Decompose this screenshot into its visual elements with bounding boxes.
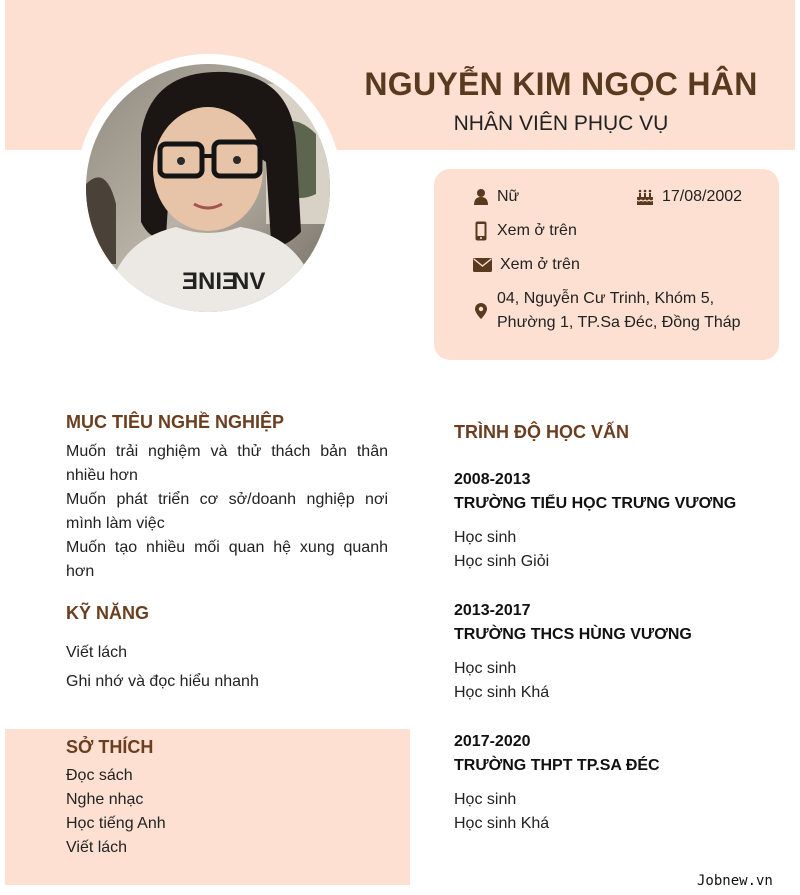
- avatar-photo: [86, 64, 330, 312]
- site-watermark: Jobnew.vn: [697, 873, 773, 889]
- address-row: [473, 287, 741, 335]
- phone-text: Xem ở trên: [497, 222, 577, 239]
- hobby-item: Học tiếng Anh: [66, 815, 166, 832]
- education-result: Học sinh Giỏi: [454, 553, 550, 570]
- mobile-phone-icon: [473, 219, 489, 243]
- skill-item: Viết lách: [66, 644, 128, 661]
- objective-heading: MỤC TIÊU NGHỀ NGHIỆP: [66, 412, 285, 432]
- skill-item: Ghi nhớ và đọc hiểu nhanh: [66, 673, 259, 690]
- birthday-row: [636, 185, 742, 209]
- avatar: [86, 64, 330, 312]
- education-role: Học sinh: [454, 791, 517, 808]
- objective-item: Muốn phát triển cơ sở/doanh nghiệp nơi mình làm việc: [66, 491, 388, 532]
- address-line-1: 04, Nguyễn Cư Trinh, Khóm 5,: [497, 290, 715, 307]
- svg-text:NV: NV: [232, 268, 266, 295]
- education-heading: TRÌNH ĐỘ HỌC VẤN: [454, 422, 629, 442]
- skills-heading: KỸ NĂNG: [66, 603, 150, 623]
- phone-row: [473, 219, 577, 243]
- candidate-name: NGUYỄN KIM NGỌC HÂN: [364, 66, 758, 102]
- birthday-cake-icon: [636, 185, 654, 209]
- education-role: Học sinh: [454, 660, 517, 677]
- education-result: Học sinh Khá: [454, 684, 550, 701]
- email-text: Xem ở trên: [500, 256, 580, 273]
- education-role: Học sinh: [454, 529, 517, 546]
- education-years: 2008-2013: [454, 471, 531, 488]
- education-school: TRƯỜNG THCS HÙNG VƯƠNG: [454, 626, 692, 643]
- objective-item: Muốn tạo nhiều mối quan hệ xung quanh hơn: [66, 539, 388, 580]
- education-result: Học sinh Khá: [454, 815, 550, 832]
- hobby-item: Viết lách: [66, 839, 128, 856]
- address-text: [497, 287, 741, 335]
- hobby-item: Nghe nhạc: [66, 791, 144, 808]
- birthday-text: 17/08/2002: [662, 188, 743, 205]
- svg-text:ƎNIƎ: ƎNIƎ: [182, 268, 239, 295]
- user-icon: [473, 185, 489, 209]
- education-school: TRƯỜNG TIỂU HỌC TRƯNG VƯƠNG: [454, 495, 737, 512]
- gender-text: Nữ: [497, 188, 520, 205]
- hobby-item: Đọc sách: [66, 767, 133, 784]
- education-years: 2013-2017: [454, 602, 531, 619]
- education-school: TRƯỜNG THPT TP.SA ĐÉC: [454, 757, 660, 774]
- gender-row: [473, 185, 519, 209]
- envelope-icon: [473, 253, 492, 277]
- job-title: NHÂN VIÊN PHỤC VỤ: [453, 112, 669, 135]
- map-marker-icon: [473, 287, 489, 335]
- email-row: [473, 253, 580, 277]
- education-years: 2017-2020: [454, 733, 531, 750]
- address-line-2: Phường 1, TP.Sa Đéc, Đồng Tháp: [497, 314, 741, 331]
- hobbies-heading: SỞ THÍCH: [66, 737, 154, 757]
- objective-item: Muốn trải nghiệm và thử thách bản thân nhiều hơn: [66, 443, 388, 484]
